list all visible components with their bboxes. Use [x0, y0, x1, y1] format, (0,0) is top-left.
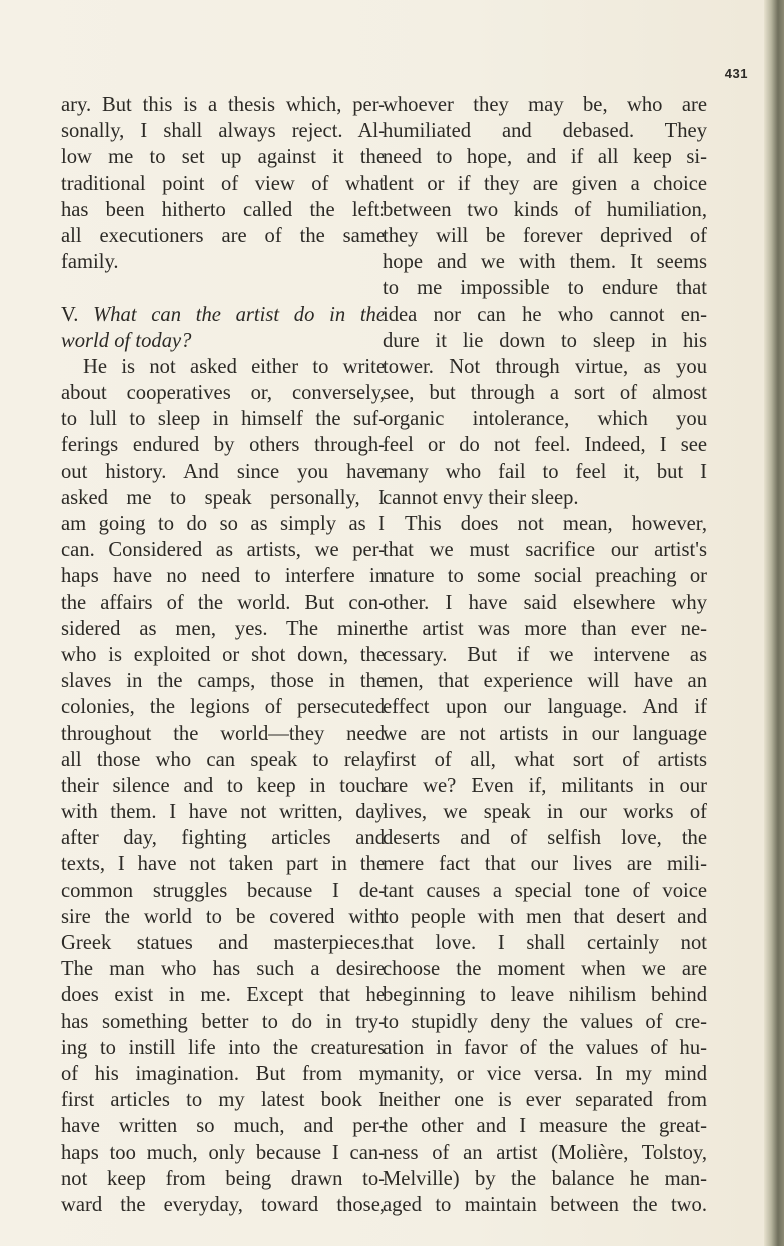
- text-line: have written so much, and per-: [61, 1115, 385, 1138]
- paragraph-gap: [61, 275, 385, 301]
- text-line: haps have no need to interfere in: [61, 565, 385, 588]
- text-line: does exist in me. Except that he: [61, 984, 385, 1007]
- text-line: after day, fighting articles and: [61, 827, 385, 850]
- section-number: V.: [61, 303, 79, 326]
- page-number: 431: [724, 66, 748, 81]
- section-heading: [61, 302, 385, 354]
- text-line: lent or if they are given a choice: [383, 172, 707, 195]
- text-line: to people with men that desert and: [383, 905, 707, 928]
- right-paragraphs: [383, 92, 707, 1218]
- text-line: who is exploited or shot down, the: [61, 643, 385, 666]
- text-line: common struggles because I de-: [61, 879, 385, 902]
- text-line: cessary. But if we intervene as: [383, 643, 707, 666]
- text-line: sidered as men, yes. The miner: [61, 617, 385, 640]
- text-line: about cooperatives or, conversely,: [61, 382, 385, 405]
- text-line: haps too much, only because I can-: [61, 1141, 385, 1164]
- text-line: slaves in the camps, those in the: [61, 670, 385, 693]
- text-line: asked me to speak personally, I: [61, 486, 385, 509]
- text-line: out history. And since you have: [61, 460, 385, 483]
- text-line: to stupidly deny the values of cre-: [383, 1010, 707, 1033]
- text-line: other. I have said elsewhere why: [383, 591, 707, 614]
- text-line: see, but through a sort of almost: [383, 382, 707, 405]
- left-paragraph-2: [61, 354, 385, 1218]
- text-line: ation in favor of the values of hu-: [383, 1036, 707, 1059]
- text-line: need to hope, and if all keep si-: [383, 146, 707, 169]
- text-line: family.: [61, 251, 119, 274]
- text-line: men, that experience will have an: [383, 670, 707, 693]
- text-line: tower. Not through virtue, as you: [383, 355, 707, 378]
- left-paragraph-1: [61, 92, 385, 275]
- text-line: am going to do so as simply as I: [61, 513, 385, 535]
- text-line: first articles to my latest book I: [61, 1089, 385, 1112]
- text-line: The man who has such a desire: [61, 958, 385, 981]
- text-line: dure it lie down to sleep in his: [383, 329, 707, 352]
- text-line: they will be forever deprived of: [383, 224, 707, 247]
- text-line: choose the moment when we are: [383, 958, 707, 981]
- text-line: that love. I shall certainly not: [383, 932, 707, 954]
- text-line: hope and we with them. It seems: [383, 251, 707, 274]
- text-line: tant causes a special tone of voice: [383, 879, 707, 902]
- text-line: effect upon our language. And if: [383, 696, 707, 719]
- text-line: humiliated and debased. They: [383, 120, 707, 143]
- text-line: ness of an artist (Molière, Tolstoy,: [383, 1141, 707, 1164]
- text-line: we are not artists in our language: [383, 722, 707, 745]
- text-line: mere fact that our lives are mili-: [383, 853, 707, 876]
- text-line: many who fail to feel it, but I: [383, 460, 707, 483]
- left-column: [61, 92, 385, 1218]
- text-line: the affairs of the world. But con-: [61, 591, 385, 614]
- text-line: to lull to sleep in himself the suf-: [61, 408, 385, 431]
- text-line: Greek statues and masterpieces.: [61, 932, 385, 954]
- text-line: idea nor can he who cannot en-: [383, 303, 707, 326]
- text-line: texts, I have not taken part in the: [61, 853, 385, 876]
- text-line: feel or do not feel. Indeed, I see: [383, 434, 707, 457]
- text-line: Melville) by the balance he man-: [383, 1167, 707, 1190]
- text-line: the artist was more than ever ne-: [383, 617, 707, 640]
- text-line: sonally, I shall always reject. Al-: [61, 120, 385, 143]
- text-line: He is not asked either to write: [83, 355, 385, 378]
- text-line: to me impossible to endure that: [383, 277, 707, 300]
- text-line: nature to some social preaching or: [383, 565, 707, 588]
- section-title-line-2: world of today?: [61, 329, 192, 352]
- text-line: of his imagination. But from my: [61, 1062, 385, 1085]
- text-line: colonies, the legions of persecuted: [61, 696, 385, 719]
- text-line: with them. I have not written, day: [61, 801, 385, 824]
- text-line: can. Considered as artists, we per-: [61, 539, 385, 562]
- text-line: are we? Even if, militants in our: [383, 774, 707, 797]
- text-line: This does not mean, however,: [405, 513, 707, 535]
- page-binding-edge: [764, 0, 784, 1246]
- text-line: has been hitherto called the left:: [61, 198, 385, 221]
- text-line: cannot envy their sleep.: [383, 486, 579, 509]
- text-line: manity, or vice versa. In my mind: [383, 1062, 707, 1085]
- text-line: traditional point of view of what: [61, 172, 385, 195]
- text-line: whoever they may be, who are: [383, 94, 707, 116]
- text-line: not keep from being drawn to-: [61, 1167, 385, 1190]
- section-heading-line-1: [61, 302, 385, 328]
- text-line: has something better to do in try-: [61, 1010, 385, 1033]
- right-column: [383, 92, 707, 1218]
- section-title-line-1: What can the artist do in the: [93, 303, 385, 326]
- text-line: all those who can speak to relay: [61, 748, 385, 771]
- text-line: deserts and of selfish love, the: [383, 827, 707, 850]
- text-line: that we must sacrifice our artist's: [383, 539, 707, 562]
- text-line: first of all, what sort of artists: [383, 748, 707, 771]
- text-line: lives, we speak in our works of: [383, 801, 707, 824]
- text-line: the other and I measure the great-: [383, 1115, 707, 1138]
- text-line: between two kinds of humiliation,: [383, 198, 707, 221]
- text-line: organic intolerance, which you: [383, 408, 707, 431]
- text-line: their silence and to keep in touch: [61, 774, 385, 797]
- text-line: neither one is ever separated from: [383, 1089, 707, 1112]
- text-line: ary. But this is a thesis which, per-: [61, 94, 385, 116]
- text-line: ward the everyday, toward those,: [61, 1193, 385, 1216]
- text-line: sire the world to be covered with: [61, 905, 385, 928]
- text-line: ferings endured by others through-: [61, 434, 385, 457]
- text-line: beginning to leave nihilism behind: [383, 984, 707, 1007]
- text-line: all executioners are of the same: [61, 224, 385, 247]
- text-line: aged to maintain between the two.: [383, 1193, 707, 1216]
- text-line: low me to set up against it the: [61, 146, 385, 169]
- text-line: throughout the world—they need: [61, 722, 385, 745]
- text-line: ing to instill life into the creatures: [61, 1036, 385, 1059]
